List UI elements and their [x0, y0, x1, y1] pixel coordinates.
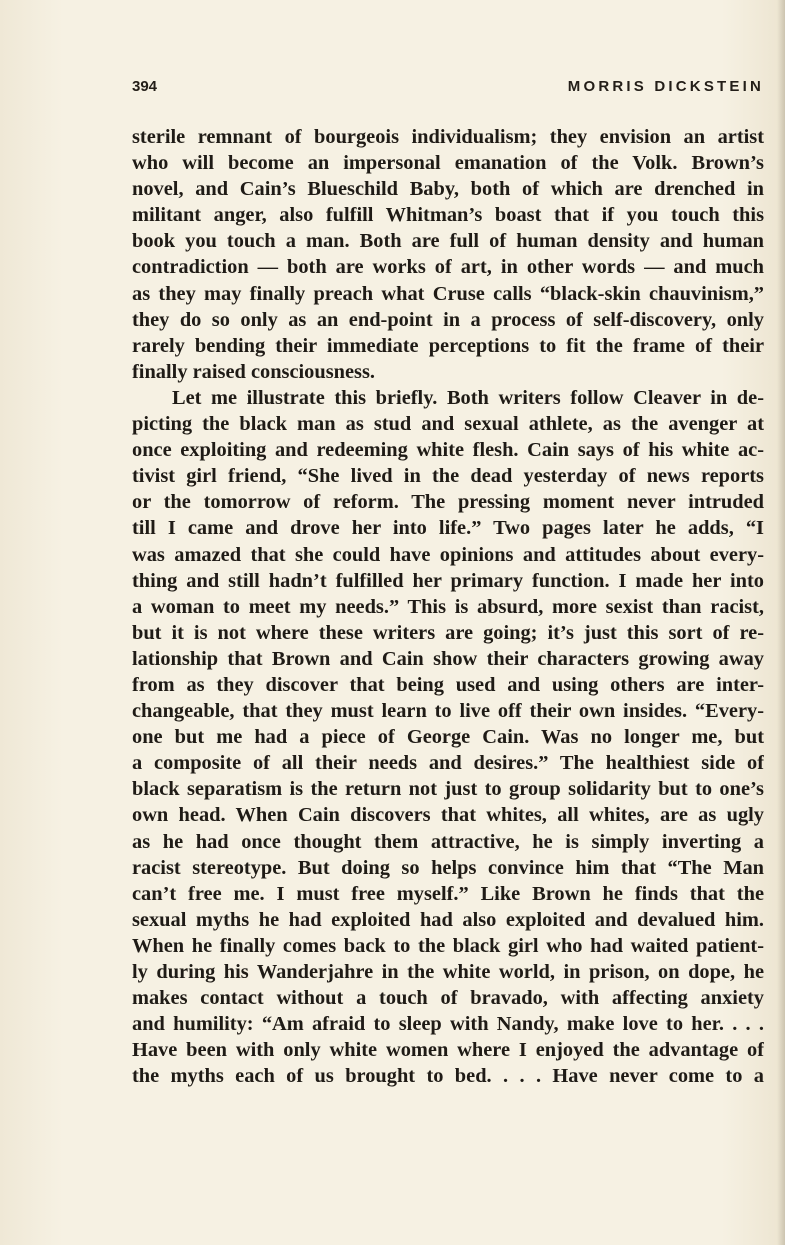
text-line: When he finally comes back to the black girl who had waited patient- — [132, 934, 764, 957]
text-line: makes contact without a touch of bravado, with affecting anxiety — [132, 987, 764, 1010]
text-line: or the tomorrow of reform. The pressing moment never intruded — [132, 491, 764, 514]
text-line: rarely bending their immediate perceptions to fit the frame of their — [132, 334, 764, 357]
text-line: black separatism is the return not just to group solidarity but to one’s — [132, 778, 764, 801]
text-line: but it is not where these writers are going; it’s just this sort of re- — [132, 621, 764, 644]
text-line: a composite of all their needs and desires.” The healthiest side of — [132, 752, 764, 775]
text-line: novel, and Cain’s Blueschild Baby, both of which are drenched in — [132, 178, 764, 201]
text-line: as they may finally preach what Cruse calls “black-skin chauvinism,” — [132, 282, 764, 305]
text-line: sexual myths he had exploited had also exploited and devalued him. — [132, 908, 764, 931]
text-line: and humility: “Am afraid to sleep with Nandy, make love to her. . . . — [132, 1013, 764, 1036]
text-line: as he had once thought them attractive, he is simply inverting a — [132, 830, 764, 853]
text-line: they do so only as an end-point in a process of self-discovery, only — [132, 308, 764, 331]
text-line: once exploiting and redeeming white flesh. Cain says of his white ac- — [132, 439, 764, 462]
text-line: contradiction — both are works of art, in other words — and much — [132, 256, 764, 279]
text-line: lationship that Brown and Cain show their characters growing away — [132, 647, 764, 670]
text-line: tivist girl friend, “She lived in the dead yesterday of news reports — [132, 465, 764, 488]
text-line: own head. When Cain discovers that whites, all whites, are as ugly — [132, 804, 764, 827]
text-line: racist stereotype. But doing so helps convince him that “The Man — [132, 856, 764, 879]
running-head: MORRIS DICKSTEIN — [567, 78, 764, 95]
text-line: one but me had a piece of George Cain. Was no longer me, but — [132, 726, 764, 749]
text-line: sterile remnant of bourgeois individualism; they envision an artist — [132, 126, 764, 148]
text-line: thing and still hadn’t fulfilled her primary function. I made her into — [132, 569, 764, 592]
text-line: was amazed that she could have opinions and attitudes about every- — [132, 543, 764, 566]
text-line: can’t free me. I must free myself.” Like Brown he finds that the — [132, 882, 764, 905]
text-line: changeable, that they must learn to live off their own insides. “Every- — [132, 700, 764, 723]
page-edge-shadow — [777, 0, 785, 1245]
text-line: Have been with only white women where I enjoyed the advantage of — [132, 1039, 764, 1062]
text-line: militant anger, also fulfill Whitman’s boast that if you touch this — [132, 204, 764, 227]
paragraph-last-line: finally raised consciousness. — [132, 360, 376, 383]
text-line: till I came and drove her into life.” Two pages later he adds, “I — [132, 517, 764, 540]
text-line: who will become an impersonal emanation of the Volk. Brown’s — [132, 152, 764, 175]
paragraph-first-line: Let me illustrate this briefly. Both writers follow Cleaver in de- — [172, 386, 764, 409]
page-number: 394 — [132, 78, 158, 95]
text-line: the myths each of us brought to bed. . . . Have never come to a — [132, 1065, 764, 1088]
text-line: book you touch a man. Both are full of human density and human — [132, 230, 764, 253]
text-line: ly during his Wanderjahre in the white world, in prison, on dope, he — [132, 961, 764, 983]
text-line: from as they discover that being used and using others are inter- — [132, 673, 764, 696]
text-line: a woman to meet my needs.” This is absurd, more sexist than racist, — [132, 595, 764, 618]
body-text — [132, 124, 764, 1089]
text-line: picting the black man as stud and sexual athlete, as the avenger at — [132, 413, 764, 436]
page-header — [132, 78, 764, 100]
